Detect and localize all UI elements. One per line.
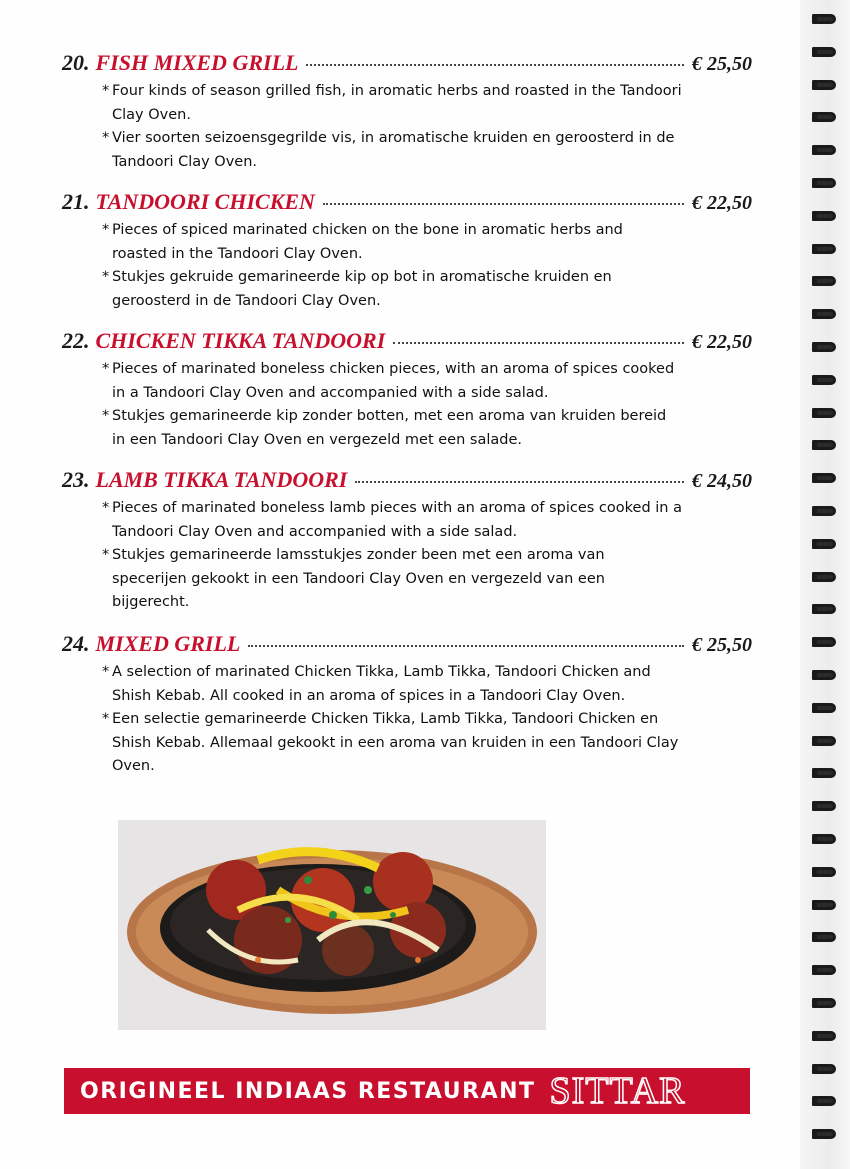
restaurant-logo: SITTAR	[549, 1070, 686, 1112]
restaurant-banner	[64, 1068, 750, 1114]
binding-ring	[812, 539, 836, 549]
binding-ring	[812, 801, 836, 811]
binding-ring	[812, 211, 836, 221]
binding-ring	[812, 276, 836, 286]
bullet-asterisk: *	[102, 269, 110, 285]
bullet-asterisk: *	[102, 83, 110, 99]
binding-ring	[812, 900, 836, 910]
item-price: € 22,50	[692, 192, 752, 214]
bullet-asterisk: *	[102, 222, 110, 238]
binding-ring	[812, 703, 836, 713]
menu-item-22	[62, 328, 752, 452]
item-number: 20.	[62, 50, 90, 75]
binding-ring	[812, 408, 836, 418]
binding-ring	[812, 932, 836, 942]
dot-leader	[355, 481, 684, 483]
dot-leader	[306, 64, 684, 66]
description-english	[102, 219, 682, 266]
item-number: 24.	[62, 631, 90, 656]
binding-ring	[812, 1064, 836, 1074]
binding-ring	[812, 965, 836, 975]
item-number: 23.	[62, 467, 90, 492]
dot-leader	[323, 203, 684, 205]
binding-ring	[812, 244, 836, 254]
description-english	[102, 80, 682, 127]
sizzler-plate-image	[118, 820, 546, 1030]
description-text: Stukjes gemarineerde lamsstukjes zonder been met een aroma van specerijen gekookt in een Tandoori Clay Oven en vergezeld van een bijgerecht.	[112, 547, 605, 610]
menu-item-header	[62, 50, 752, 80]
binding-ring	[812, 112, 836, 122]
item-price: € 24,50	[692, 470, 752, 492]
item-name: MIXED GRILL	[95, 631, 241, 656]
binding-ring	[812, 670, 836, 680]
description-text: Een selectie gemarineerde Chicken Tikka, Lamb Tikka, Tandoori Chicken en Shish Kebab. Allemaal gekookt in een aroma van kruiden in een Tandoori Clay Oven.	[112, 711, 679, 774]
description-dutch	[102, 544, 682, 615]
description-english	[102, 497, 682, 544]
binding-ring	[812, 80, 836, 90]
description-english	[102, 661, 682, 708]
item-number: 21.	[62, 189, 90, 214]
bullet-asterisk: *	[102, 408, 110, 424]
item-name: FISH MIXED GRILL	[95, 50, 299, 75]
binding-ring	[812, 1129, 836, 1139]
banner-text: ORIGINEEL INDIAAS RESTAURANT	[80, 1078, 536, 1104]
binding-ring	[812, 14, 836, 24]
menu-item-header	[62, 189, 752, 219]
description-text: Vier soorten seizoensgegrilde vis, in aromatische kruiden en geroosterd in de Tandoori Clay Oven.	[112, 130, 675, 170]
description-dutch	[102, 127, 682, 174]
description-text: Stukjes gekruide gemarineerde kip op bot in aromatische kruiden en geroosterd in de Tandoori Clay Oven.	[112, 269, 612, 309]
binding-ring	[812, 47, 836, 57]
bullet-asterisk: *	[102, 547, 110, 563]
binding-ring	[812, 342, 836, 352]
binding-ring	[812, 1096, 836, 1106]
description-dutch	[102, 708, 682, 779]
menu-item-20	[62, 50, 752, 174]
description-text: Pieces of spiced marinated chicken on the bone in aromatic herbs and roasted in the Tandoori Clay Oven.	[112, 222, 623, 262]
menu-item-21	[62, 189, 752, 313]
menu-item-header	[62, 328, 752, 358]
item-number: 22.	[62, 328, 90, 353]
bullet-asterisk: *	[102, 711, 110, 727]
binding-ring	[812, 440, 836, 450]
binding-ring	[812, 834, 836, 844]
binding-ring	[812, 768, 836, 778]
binding-ring	[812, 506, 836, 516]
menu-item-23	[62, 467, 752, 615]
item-price: € 25,50	[692, 634, 752, 656]
binding-ring	[812, 1031, 836, 1041]
food-photo	[118, 820, 546, 1030]
menu-item-24	[62, 631, 752, 779]
dot-leader	[393, 342, 684, 344]
item-name: CHICKEN TIKKA TANDOORI	[95, 328, 386, 353]
binding-ring	[812, 604, 836, 614]
binding-ring	[812, 145, 836, 155]
binding-ring	[812, 309, 836, 319]
item-price: € 25,50	[692, 53, 752, 75]
binding-ring	[812, 637, 836, 647]
description-text: Four kinds of season grilled fish, in aromatic herbs and roasted in the Tandoori Clay Oven.	[112, 83, 682, 123]
description-text: Pieces of marinated boneless chicken pieces, with an aroma of spices cooked in a Tandoori Clay Oven and accompanied with a side salad.	[112, 361, 675, 401]
item-name: LAMB TIKKA TANDOORI	[95, 467, 348, 492]
dot-leader	[248, 645, 684, 647]
binding-ring	[812, 178, 836, 188]
description-english	[102, 358, 682, 405]
menu-item-header	[62, 631, 752, 661]
bullet-asterisk: *	[102, 664, 110, 680]
item-price: € 22,50	[692, 331, 752, 353]
description-text: Pieces of marinated boneless lamb pieces with an aroma of spices cooked in a Tandoori Clay Oven and accompanied with a side salad.	[112, 500, 682, 540]
item-name: TANDOORI CHICKEN	[95, 189, 315, 214]
description-dutch	[102, 405, 682, 452]
description-dutch	[102, 266, 682, 313]
spiral-binding	[812, 14, 842, 1164]
binding-ring	[812, 473, 836, 483]
bullet-asterisk: *	[102, 361, 110, 377]
bullet-asterisk: *	[102, 130, 110, 146]
binding-ring	[812, 375, 836, 385]
description-text: A selection of marinated Chicken Tikka, Lamb Tikka, Tandoori Chicken and Shish Kebab. All cooked in an aroma of spices in a Tandoori Clay Oven.	[112, 664, 651, 704]
binding-ring	[812, 867, 836, 877]
description-text: Stukjes gemarineerde kip zonder botten, met een aroma van kruiden bereid in een Tandoori Clay Oven en vergezeld met een salade.	[112, 408, 667, 448]
bullet-asterisk: *	[102, 500, 110, 516]
binding-ring	[812, 998, 836, 1008]
binding-ring	[812, 736, 836, 746]
menu-item-header	[62, 467, 752, 497]
binding-ring	[812, 572, 836, 582]
